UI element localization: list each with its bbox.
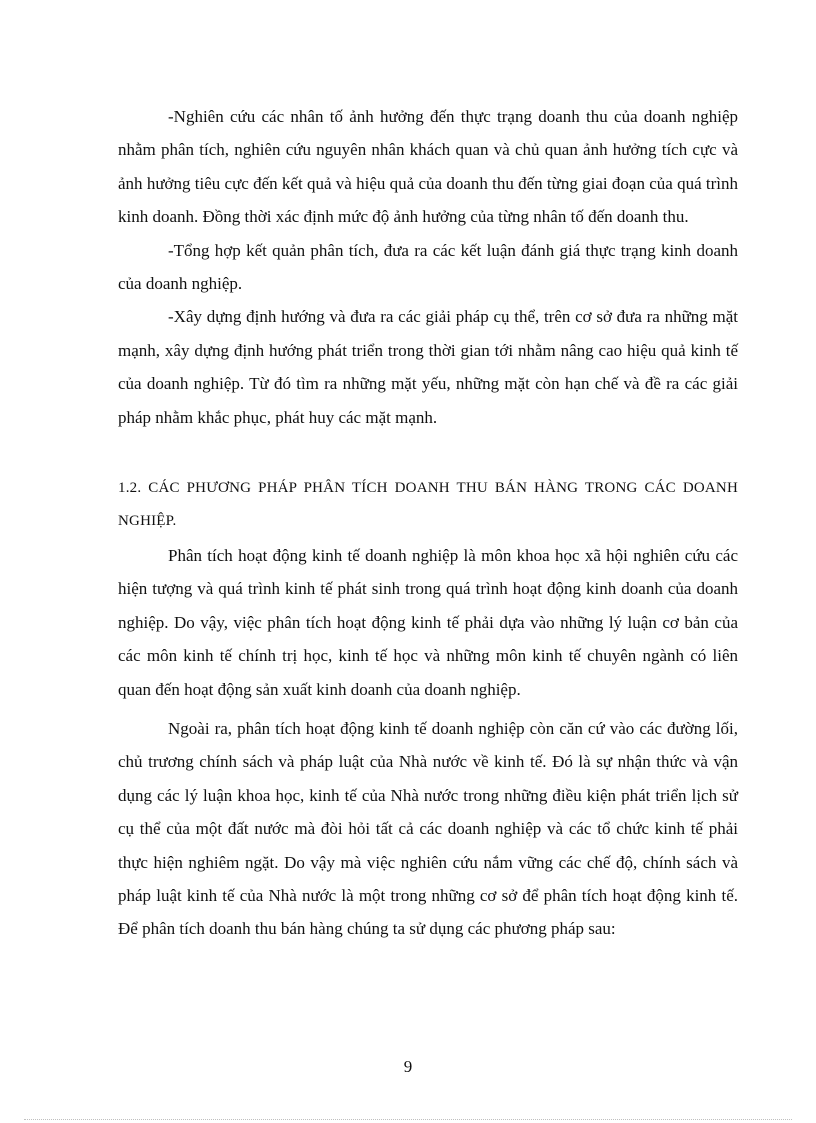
paragraph-orientation-solutions: -Xây dựng định hướng và đưa ra các giải pháp cụ thể, trên cơ sở đưa ra những mặt mạnh, xây dựng định hướng phát triển trong thời gian tới nhằm nâng cao hiệu quả kinh tế của doanh nghiệp. Từ đó tìm ra những mặt yếu, những mặt còn hạn chế và đề ra các giải pháp nhằm khắc phục, phát huy các mặt mạnh. [118, 307, 738, 427]
paragraph-summary-results: -Tổng hợp kết quản phân tích, đưa ra các kết luận đánh giá thực trạng kinh doanh của doanh nghiệp. [118, 240, 738, 294]
page-bottom-divider [24, 1119, 792, 1120]
paragraph-policy-basis: Ngoài ra, phân tích hoạt động kinh tế doanh nghiệp còn căn cứ vào các đường lối, chủ trương chính sách và pháp luật của Nhà nước về kinh tế. Đó là sự nhận thức và vận dụng các lý luận khoa học, kinh tế của Nhà nước trong những điều kiện phát triển lịch sử cụ thể của một đất nước mà đòi hỏi tất cả các doanh nghiệp và các tổ chức kinh tế phải thực hiện nghiêm ngặt. Do vậy mà việc nghiên cứu nắm vững các chế độ, chính sách và pháp luật kinh tế của Nhà nước là một trong những cơ sở để phân tích hoạt động kinh tế. Để phân tích doanh thu bán hàng chúng ta sử dụng các phương pháp sau: [118, 718, 738, 939]
document-page [118, 100, 738, 946]
paragraph-economic-analysis: Phân tích hoạt động kinh tế doanh nghiệp là môn khoa học xã hội nghiên cứu các hiện tượng và quá trình kinh tế phát sinh trong quá trình hoạt động kinh doanh của doanh nghiệp. Do vậy, việc phân tích hoạt động kinh tế phải dựa vào những lý luận cơ bản của các môn kinh tế chính trị học, kinh tế học và những môn kinh tế chuyên ngành có liên quan đến hoạt động sản xuất kinh doanh của doanh nghiệp. [118, 545, 738, 699]
section-heading: 1.2. CÁC PHƯƠNG PHÁP PHÂN TÍCH DOANH THU BÁN HÀNG TRONG CÁC DOANH NGHIỆP. [118, 480, 738, 530]
paragraph-factors-analysis: -Nghiên cứu các nhân tố ảnh hưởng đến thực trạng doanh thu của doanh nghiệp nhằm phân tích, nghiên cứu nguyên nhân khách quan và chủ quan ảnh hưởng tích cực và ảnh hưởng tiêu cực đến kết quả và hiệu quả của doanh thu đến từng giai đoạn của quá trình kinh doanh. Đồng thời xác định mức độ ảnh hưởng của từng nhân tố đến doanh thu. [118, 107, 738, 227]
page-number: 9 [403, 1057, 413, 1076]
